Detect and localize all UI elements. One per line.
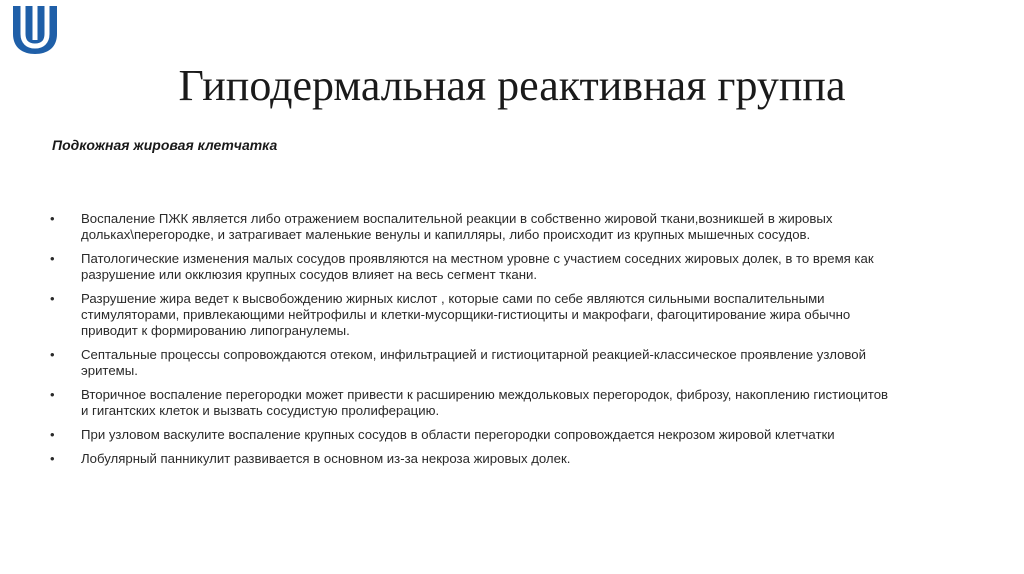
bullet-text-line: Разрушение жира ведет к высвобождению жирных кислот , которые сами по себе являются сильными воспалительными [81,291,825,306]
bullet-item [50,211,960,243]
bullet-text-line: стимуляторами, привлекающими нейтрофилы и клетки-мусорщики-гистиоциты и макрофаги, фагоцитирование жира обычно [81,307,851,322]
bullet-text-line: Лобулярный панникулит развивается в основном из-за некроза жировых долек. [81,451,571,466]
bullet-text-line: и гигантских клеток и вызвать сосудистую пролиферацию. [81,403,440,418]
bullet-marker: • [50,251,55,266]
bullet-item [50,291,960,339]
bullet-text-line: Вторичное воспаление перегородки может привести к расширению междольковых перегородок, фиброзу, накоплению гистиоцитов [81,387,889,402]
slide-title: Гиподермальная реактивная группа [178,61,846,110]
bullet-text-line: При узловом васкулите воспаление крупных сосудов в области перегородки сопровождается некрозом жировой клетчатки [81,427,835,442]
bullet-marker: • [50,291,55,306]
bullet-text-line: приводит к формированию липогранулемы. [81,323,350,338]
bullet-list [50,211,960,475]
bullet-text-line: Септальные процессы сопровождаются отеком, инфильтрацией и гистиоцитарной реакцией-классическое проявление узловой [81,347,866,362]
university-logo-icon [11,4,59,56]
bullet-text-line: эритемы. [81,363,138,378]
bullet-marker: • [50,387,55,402]
bullet-item [50,427,960,443]
bullet-item [50,451,960,467]
bullet-marker: • [50,347,55,362]
bullet-text-line: Воспаление ПЖК является либо отражением воспалительной реакции в собственно жировой ткани,возникшей в жировых [81,211,833,226]
slide-subtitle: Подкожная жировая клетчатка [52,137,278,153]
bullet-text-line: разрушение или окклюзия крупных сосудов влияет на весь сегмент ткани. [81,267,538,282]
bullet-item [50,347,960,379]
bullet-marker: • [50,427,55,442]
bullet-marker: • [50,451,55,466]
bullet-text-line: дольках\перегородке, и затрагивает маленькие венулы и капилляры, либо происходит из крупных мышечных сосудов. [81,227,811,242]
bullet-item [50,387,960,419]
bullet-item [50,251,960,283]
bullet-marker: • [50,211,55,226]
bullet-text-line: Патологические изменения малых сосудов проявляются на местном уровне с участием соседних жировых долек, в то время как [81,251,874,266]
